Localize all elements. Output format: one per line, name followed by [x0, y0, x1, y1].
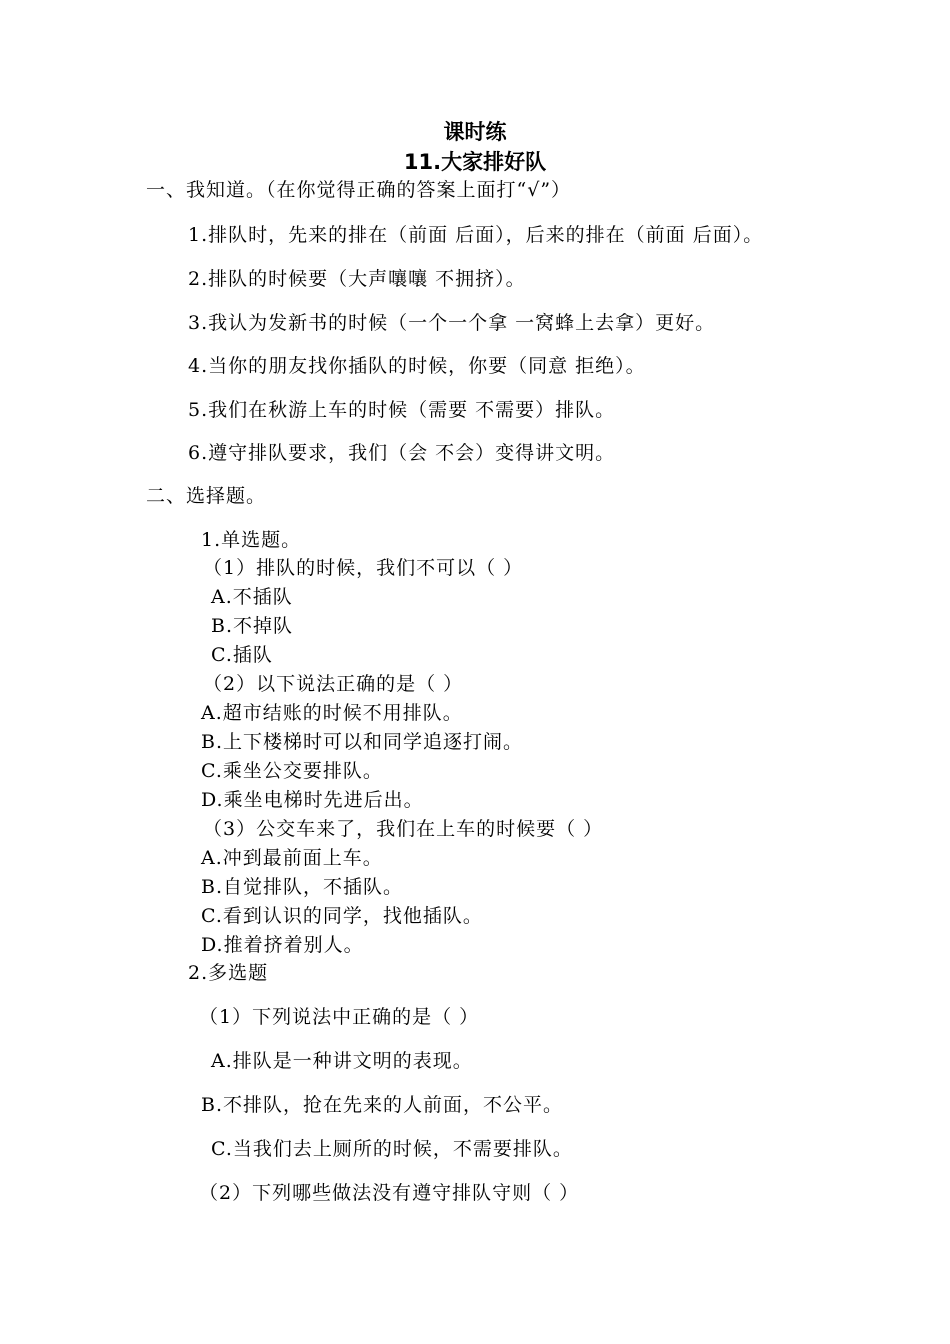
option: B.自觉排队，不插队。 — [201, 876, 404, 898]
single-choice-label: 1.单选题。 — [201, 529, 302, 551]
option: C.看到认识的同学，找他插队。 — [201, 905, 483, 927]
option: B.不掉队 — [211, 615, 294, 637]
option: B.不排队，抢在先来的人前面，不公平。 — [201, 1094, 564, 1116]
section-1-heading: 一、我知道。（在你觉得正确的答案上面打“√”） — [146, 179, 572, 201]
option: A.排队是一种讲文明的表现。 — [211, 1050, 473, 1072]
option: A.不插队 — [211, 586, 293, 608]
option: A.超市结账的时候不用排队。 — [201, 702, 463, 724]
section-2-heading: 二、选择题。 — [146, 485, 267, 507]
section-1-item: 4.当你的朋友找你插队的时候，你要（同意 拒绝）。 — [188, 355, 646, 377]
question-stem: （1）排队的时候，我们不可以（ ） — [203, 557, 524, 579]
question-stem: （2）以下说法正确的是（ ） — [203, 673, 464, 695]
option: C.插队 — [211, 644, 273, 666]
option: B.上下楼梯时可以和同学追逐打闹。 — [201, 731, 524, 753]
lesson-title: 11.大家排好队 — [403, 150, 547, 174]
page-title: 课时练 — [443, 120, 507, 144]
option: D.推着挤着别人。 — [201, 934, 364, 956]
option: C.乘坐公交要排队。 — [201, 760, 383, 782]
option: C.当我们去上厕所的时候，不需要排队。 — [211, 1138, 573, 1160]
section-1-item: 2.排队的时候要（大声嚷嚷 不拥挤）。 — [188, 268, 526, 290]
question-stem: （1）下列说法中正确的是（ ） — [199, 1006, 480, 1028]
section-1-item: 1.排队时，先来的排在（前面 后面），后来的排在（前面 后面）。 — [188, 224, 764, 246]
multi-choice-label: 2.多选题 — [188, 962, 269, 984]
question-stem: （2）下列哪些做法没有遵守排队守则（ ） — [199, 1182, 580, 1204]
option: D.乘坐电梯时先进后出。 — [201, 789, 424, 811]
section-1-item: 5.我们在秋游上车的时候（需要 不需要）排队。 — [188, 399, 616, 421]
section-1-item: 3.我认为发新书的时候（一个一个拿 一窝蜂上去拿）更好。 — [188, 312, 716, 334]
option: A.冲到最前面上车。 — [201, 847, 383, 869]
question-stem: （3）公交车来了，我们在上车的时候要（ ） — [203, 818, 604, 840]
section-1-item: 6.遵守排队要求，我们（会 不会）变得讲文明。 — [188, 442, 616, 464]
